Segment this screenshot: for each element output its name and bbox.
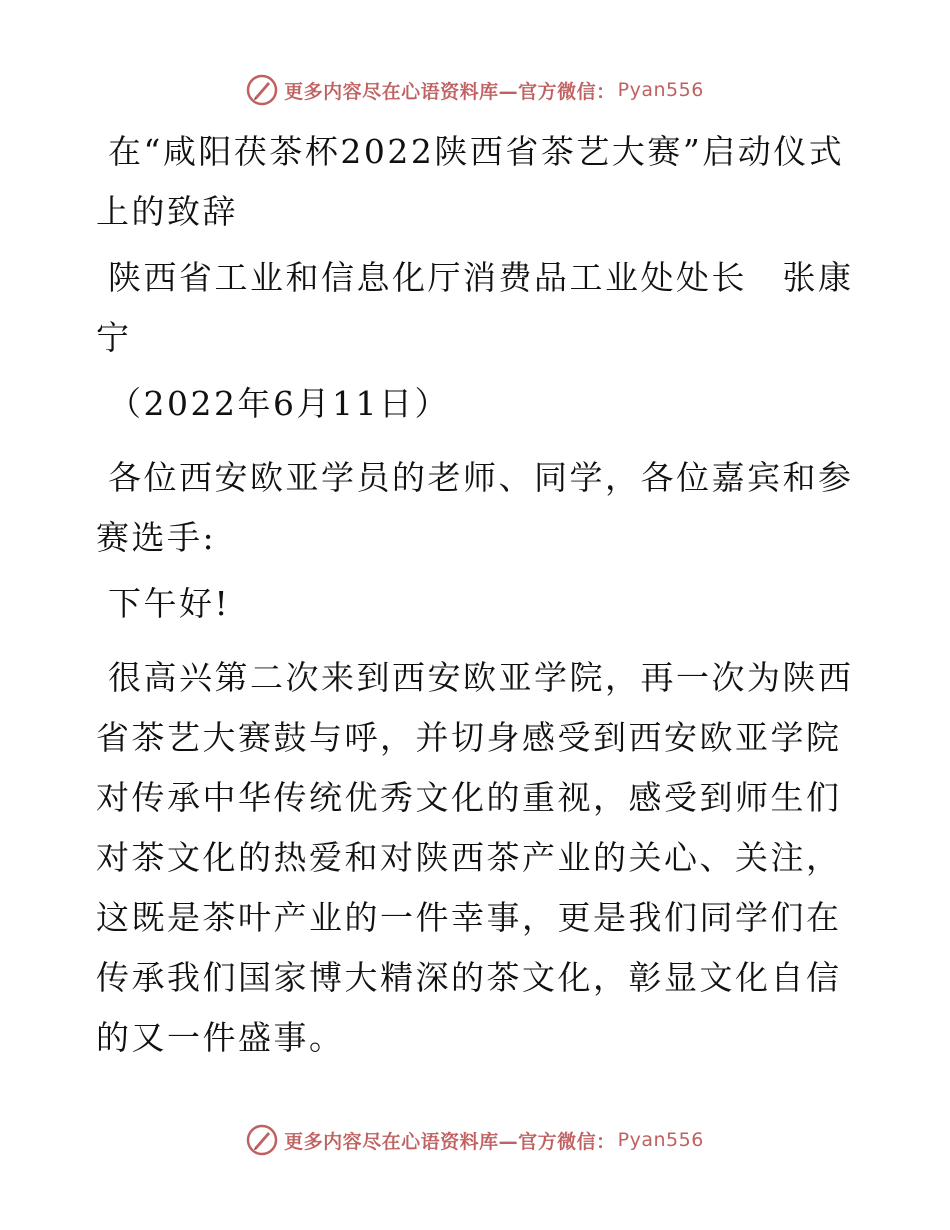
watermark-handle: Pyan556 (617, 1129, 704, 1151)
watermark-header (0, 72, 950, 108)
quill-logo-icon (246, 1124, 278, 1156)
greeting: 下午好! (108, 584, 231, 623)
watermark-handle: Pyan556 (617, 79, 704, 101)
watermark-text: 更多内容尽在心语资料库—官方微信： (284, 1130, 616, 1153)
date-line: （2022年6月11日） (108, 384, 450, 423)
body-paragraph: 很高兴第二次来到西安欧亚学院，再一次为陕西省茶艺大赛鼓与呼，并切身感受到西安欧亚学院对传承中华传统优秀文化的重视，感受到师生们对茶文化的热爱和对陕西茶产业的关心、关注，这既是茶叶产业的一件幸事，更是我们同学们在传承我们国家博大精深的茶文化，彰显文化自信的又一件盛事。 (96, 658, 854, 1057)
salutation: 各位西安欧亚学员的老师、同学，各位嘉宾和参赛选手: (96, 458, 854, 557)
document-body (96, 122, 856, 1082)
watermark-text: 更多内容尽在心语资料库—官方微信： (284, 80, 616, 103)
watermark-footer (0, 1122, 950, 1158)
speaker-line: 陕西省工业和信息化厅消费品工业处处长 张康宁 (96, 258, 854, 357)
document-title: 在“咸阳茯茶杯2022陕西省茶艺大赛”启动仪式上的致辞 (96, 132, 845, 231)
quill-logo-icon (246, 74, 278, 106)
